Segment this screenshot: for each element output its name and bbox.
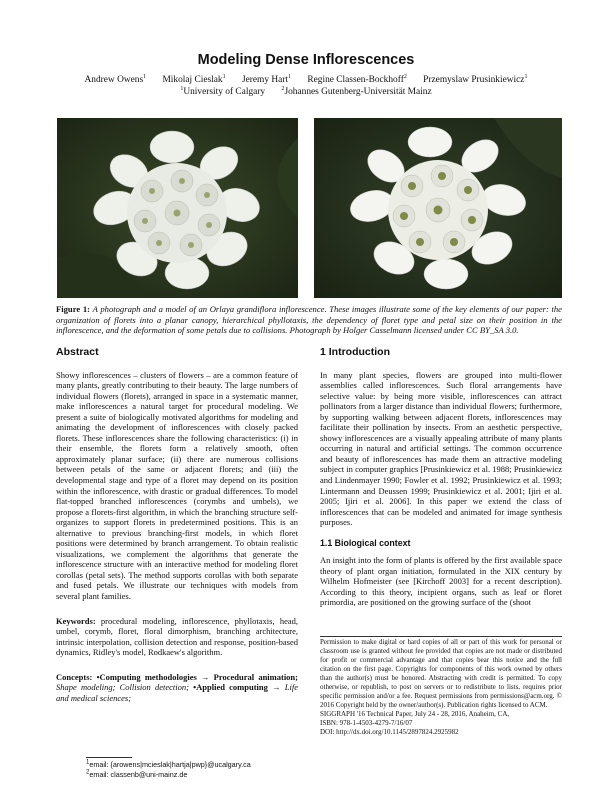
model-flower-image (314, 118, 562, 298)
concepts: Concepts: •Computing methodologies → Procedural animation; Shape modeling; Collision detection; •Applied computing → Life and medical sciences; (56, 671, 299, 703)
introduction-text: In many plant species, flowers are grouped into multi-flower assemblies called inflorescences. Such floral arrangements have selective value: by being more visible, inflorescences can attract pollinators from a larger distance than individual flowers; furthermore, by supporting walking between adjacent florets, inflorescences may facilitate their pollination by insects. From an aesthetic perspective, showy inflorescences are a visually appealing attribute of many plants occurring in natural and artificial settings. The common occurrence and beauty of inflorescences has made them an attractive modeling subject in computer graphics [Prusinkiewicz et al. 1988; Prusinkiewicz and Lindenmayer 1990; Fowler et al. 1992; Prusinkiewicz et al. 1993; Lintermann and Deussen 1999; Prusinkiewicz et al. 2001; Ijiri et al. 2005; Ijiri et al. 2006]. In this paper we extend the class of inflorescences that can be modeled and animated for image synthesis purposes. (320, 369, 562, 528)
photograph-flower-image (57, 118, 298, 298)
keywords: Keywords: procedural modeling, inflorescence, phyllotaxis, head, umbel, corymb, floret, floral dimorphism, branching architecture, intrinsic interpolation, collision detection and response, position-based dynamics, Ridley's model, Rodkaew's algorithm. (56, 615, 298, 658)
figure-caption (56, 304, 562, 336)
left-column (56, 347, 298, 710)
permission-text: Permission to make digital or hard copies of all or part of this work for personal or classroom use is granted without fee provided that copies are not made or distributed for profit or commercial advantage and that copies bear this notice and the full citation on the first page. Copyrights for components of this work owned by others than the author(s) must be honored. Abstracting with credit is permitted. To copy otherwise, or republish, to post on servers or to redistribute to lists, requires prior specific permission and/or a fee. Request permissions from permissions@acm.org. © 2016 Copyright held by the owner/author(s). Publication rights licensed to ACM. (320, 638, 562, 709)
figure-photograph (57, 118, 298, 298)
doi-line: DOI: http://dx.doi.org/10.1145/2897824.2925982 (320, 728, 459, 736)
introduction-heading: 1 Introduction (320, 346, 390, 358)
abstract-heading: Abstract (56, 346, 99, 358)
author-list (0, 74, 612, 86)
author-block (0, 74, 612, 98)
footnotes (86, 760, 251, 779)
right-column (320, 347, 562, 615)
biological-context-text: An insight into the form of plants is offered by the first available space theory of plant organ initiation, formulated in the XIX century by Wilhelm Hofmeister (see [Kirchoff 2003] for a recent description). According to this theory, incipient organs, such as leaf or floret primordia, are positioned on the growing surface of the (shoot (320, 555, 562, 608)
affiliation: $^1$University of Calgary (180, 85, 266, 97)
footnote-divider (86, 757, 132, 758)
author: Regine Classen-Bockhoff$^2$ (307, 73, 407, 85)
biological-context-heading: 1.1 Biological context (320, 537, 411, 548)
footnote: $^2$email: classenb@uni-mainz.de (86, 769, 188, 779)
conference-line: SIGGRAPH '16 Technical Paper, July 24 - 28, 2016, Anaheim, CA, (320, 710, 510, 718)
abstract-text: Showy inflorescences – clusters of flowers – are a common feature of many plants, greatly contributing to their beauty. The large numbers of individual flowers (florets), arranged in space in a systematic manner, make inflorescences a natural target for procedural modeling. We present a suite of biologically motivated algorithms for modeling and animating the development of inflorescences with closely packed florets. These inflorescences share the following characteristics: (i) in their ensemble, the florets form a relatively smooth, often approximately planar surface; (ii) there are numerous collisions between petals of the same or adjacent florets; and (iii) the developmental stage and type of a floret may depend on its position within the inflorescence, with drastic or gradual differences. To model flat-topped branched inflorescences (corymbs and umbels), we propose a florets-first algorithm, in which the branching structure self-organizes to support florets in predetermined positions. This is an alternative to previous branching-first models, in which floret positions were determined by branch arrangement. To obtain realistic visualizations, we complement the algorithms that generate the inflorescence structure with an interactive method for modeling floret corollas (petal sets). The method supports corollas with both separate and fused petals. We illustrate our techniques with models from several plant families. (56, 369, 298, 602)
figure-caption-text: A photograph and a model of an Orlaya grandiflora inflorescence. These images illustrate some of the key elements of our paper: the organization of florets into a planar canopy, hierarchical phyllotaxis, the dependency of floret type and petal size on their position in the inflorescence, and the deformation of some petals due to collisions. Photograph by Holger Casselmann licensed under CC BY_SA 3.0. (56, 304, 562, 336)
footnote: $^1$email: {arowens|mcieslak|hartja|pwp}@ucalgary.ca (86, 759, 251, 769)
author: Przemyslaw Prusinkiewicz$^1$ (423, 73, 528, 85)
author: Mikolaj Cieslak$^1$ (162, 73, 226, 85)
author: Andrew Owens$^1$ (84, 73, 147, 85)
figure-label: Figure 1: (56, 304, 90, 314)
isbn-line: ISBN: 978-1-4503-4279-7/16/07 (320, 719, 413, 727)
figure-model-render (314, 118, 562, 298)
affiliation-list (0, 86, 612, 98)
permission-notice (320, 638, 562, 737)
author: Jeremy Hart$^1$ (241, 73, 292, 85)
affiliation: $^2$Johannes Gutenberg-Universität Mainz (281, 85, 432, 97)
permission-divider (320, 636, 562, 637)
paper-title: Modeling Dense Inflorescences (197, 52, 415, 68)
